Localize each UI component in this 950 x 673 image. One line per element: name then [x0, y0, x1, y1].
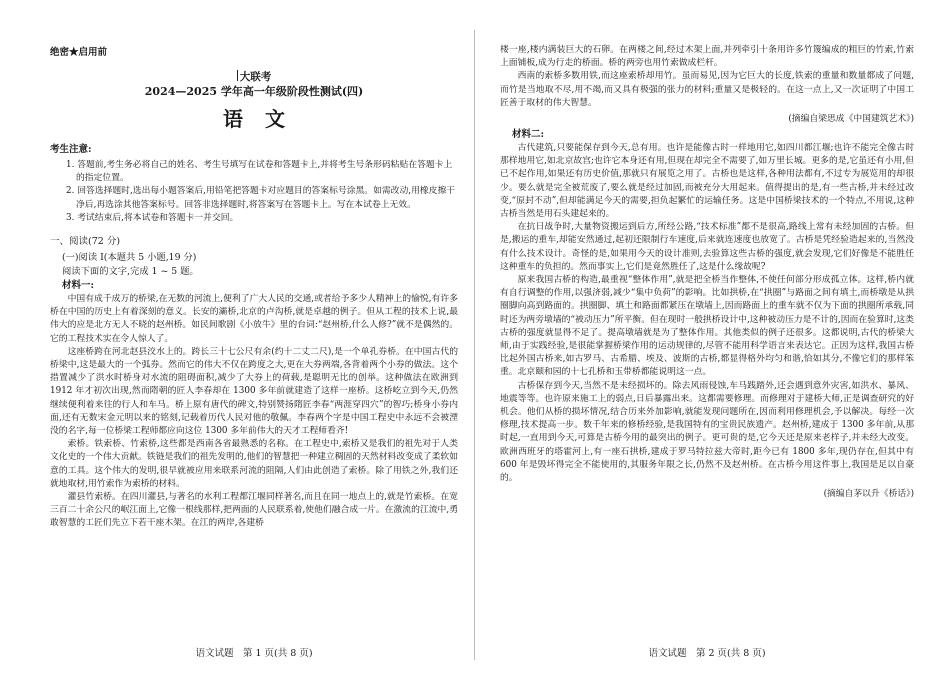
material2-title: 材料二: [512, 129, 545, 141]
paragraph: 灌县竹索桥。在四川灌县,与著名的水利工程都江堰同样著名,而且在同一地点上的,就是竹索桥。在宽三百二十余公尺的岷江面上,它像一根线那样,把两面的人民联系着,使他们融合成一片。在激流的江流中,勇敢智慧的工匠们先立下若干座木架。在江的两岸,各建桥 [50, 492, 458, 529]
page-divider [474, 30, 475, 660]
left-page [0, 0, 474, 673]
source-citation: (摘编自梁思成《中国建筑艺术》) [788, 114, 914, 125]
subsection-heading: (一)阅读 Ⅰ(本题共 5 小题,19 分) [62, 252, 197, 264]
paragraph: 古桥保存到今天,当然不是未经损坏的。除去风雨侵蚀,车马践踏外,还会遇到意外灾害,如洪水、暴风、地震等等。也许原来施工上的弱点,日后暴露出来。这都需要修理。而修理对于建桥大师,正是调查研究的好机会。他们从桥的损坏情况,结合历来外加影响,就能发现问题所在,因而利用修理机会,予以解决。每经一次修理,技术提高一步。数千年来的修桥经验,是我国特有的宝贵民族遗产。赵州桥,建成于 1300 多年前,从那时起,一直用到今天,可算是古桥今用的最突出的例子。更可贵的是,它今天还是原来老样子,并未经大改变。欧洲西班牙的塔霍河上,有一座石拱桥,建成于罗马特拉兹大帝时,距今已有 1800 多年,现仍存在,但其中有 600 年是毁坏得完全不能使用的,其服务年限之长,仍然不及赵州桥。在古桥今用这件事上,我国是足以自豪的。 [500, 380, 914, 484]
subject-title: 语文 [223, 107, 307, 131]
paragraph: 楼一座,楼内满装巨大的石卵。在两楼之间,经过木架上面,并列牵引十条用许多竹篾编成的粗巨的竹索,竹索上面铺板,成为行走的桥面。桥的两旁也用竹索做成栏杆。 [500, 45, 914, 69]
exam-org-text: 大联考 [239, 71, 272, 83]
section-heading: 一、阅读(72 分) [50, 236, 121, 248]
org-logo-bar [237, 70, 238, 81]
exam-name: 2024—2025 学年高一年级阶段性测试(四) [144, 85, 364, 98]
paragraph: 原来我国古桥的构造,最重视“整体作用”,就是把全桥当作整体,不使任何部分形成孤立体。这样,桥内就有自行调整的作用,以强济弱,减少“集中负荷”的影响。比如拱桥,在“拱圈”与路面之间有填土,而桥墩是从拱圈脚向高到路面的。拱圈脚、填土和路面都紧压在墩墙上,因而路面上的重车就不仅为下面的拱圈所承载,同时还为两旁墩墙的“被动压力”所平衡。但在现时一般拱桥设计中,这种被动压力是不计的,因而在验算时,这类古桥的强度就显得不足了。提高墩墙就是为了整体作用。其他类似的例子还很多。这都说明,古代的桥梁大师,由于实践经验,是很能掌握桥梁作用的运动规律的,尽管不能用科学语言来表达它。正因为这样,我国古桥比起外国古桥来,如古罗马、古希腊、埃及、波斯的古桥,都显得格外均匀和谐,恰如其分,不像它们的那样笨重。北京颐和园的十七孔桥和玉带桥都能说明这一点。 [500, 275, 914, 378]
source-citation: (摘编自茅以升《桥话》) [823, 489, 914, 500]
paragraph: 古代建筑,只要能保存到今天,总有用。也许是能像古时一样地用它,如四川都江堰;也许不能完全像古时那样地用它,如北京故宫;也许它本身还有用,但现在却完全不需要了,如万里长城。更多的是,它虽还有小用,但已不起作用,如果还有历史价值,那就只有展览之用了。古桥也是这样,各种用法都有,不过专为展览用的却很少。要么就是完全被荒废了,要么就是经过加固,而被充分大用起来。值得提出的是,有一些古桥,并未经过改变,“原封不动”,但却能满足今天的需要,担负起繁忙的运输任务。这是中国桥梁技术的一个特点,不用说,这种古桥当然是用石头建起来的。 [500, 143, 914, 220]
exam-org [50, 70, 458, 84]
notice-item: 3. 考试结束后,将本试卷和答题卡一并交回。 [66, 212, 239, 223]
secret-label: 绝密★启用前 [50, 47, 108, 58]
paragraph: 中国有成千成万的桥梁,在无数的河流上,便利了广大人民的交通,或者给予多少人精神上的愉悦,有许多桥在中国的历史上有着深刻的意义。长安的灞桥,北京的卢沟桥,就是卓越的例子。但从工程的技术上说,最伟大的应是北方无人不晓的赵州桥。如民间歌剧《小放牛》里的台词:“赵州桥,什么人修?”就不是偶然的。它的工程技术实在令人惊人了。 [50, 294, 458, 344]
paragraph: 在抗日战争时,大量物资搬运到后方,所经公路,“技术标准”都不是很高,路线上常有未经加固的古桥。但是,搬运的重车,却能安然通过,起初还限制行车速度,后来就连速度也放宽了。古桥是凭经验造起来的,当然没有什么技术设计。奇怪的是,如果用今天的设计准则,去验算这些古桥的强度,就会发现,它们好像是不能胜任这种重车的负担的。然而事实上,它们是竟然胜任了,这是什么缘故呢? [500, 222, 914, 272]
paragraph: 西南的索桥多数用铁,而这座索桥却用竹。虽而易见,因为它巨大的长度,铁索的重量和数量都成了问题,而竹是当地取不尽,用不竭,而又具有极强的张力的材料;重量又是极轻的。在这一点上,又一次证明了中国工匠善于取材的伟大智慧。 [500, 71, 914, 108]
page-footer: 语文试题 第 1 页(共 8 页) [195, 648, 313, 659]
instruction: 阅读下面的文字,完成 1 ~ 5 题。 [62, 266, 199, 278]
notice-item: 1. 答题前,考生务必将自己的姓名、考生号填写在试卷和答题卡上,并将考生号条形码粘贴在答题卡上的指定位置。 [66, 160, 453, 184]
paragraph: 索桥。铁索桥、竹索桥,这些都是西南各省最熟悉的名称。在工程史中,索桥又是我们的祖先对于人类文化史的一个伟大贡献。铁链是我们的祖先发明的,他们的智慧把一种建立稠固的天然材料改变成了柔软如意的工具。这个伟大的发明,很早就被应用来联系河流的阻隔,人们由此创造了索桥。除了用铁之外,我们还就地取材,用竹索作为索桥的材料。 [50, 439, 458, 489]
right-page [476, 0, 950, 673]
paragraph: 这座桥跨在河北赵县洨水上的。跨长三十七公尺有余(约十二丈二尺),是一个单孔券桥。在中国古代的桥梁中,这是最大的一个弧券。然而它的伟大不仅在跨度之大,更在大券两端,各背着两个小券的做法。这个措置减少了洪水时桥身对水流的阻碍面积,减少了大券上的荷载,是聪明无比的创举。这种做法在欧洲到 1912 年才初次出现,然而隋朝的匠人李春却在 1300 多年前就建造了这样一座桥。这桥屹立到今天,仍然继续便利着来往的行人和车马。桥上原有唐代的碑文,特别赞扬隋匠李春“两涯穿四穴”的智巧;桥身小券内面,还有无数宋金元明以来的铭刻,记载着历代人民对他的敬佩。李春两个字是中国工程史中永远不会被湮没的名字,每一位桥梁工程师都应向这位 1300 多年前伟大的天才工程师看齐! [50, 346, 458, 437]
notice-title: 考生注意: [50, 144, 92, 155]
notice-item: 2. 回答选择题时,选出每小题答案后,用铅笔把答题卡对应题目的答案标号涂黑。如需改动,用橡皮擦干净后,再选涂其他答案标号。回答非选择题时,将答案写在答题卡上。写在本试卷上无效。 [66, 186, 456, 210]
page-footer: 语文试题 第 2 页(共 8 页) [648, 648, 766, 659]
material1-title: 材料一: [62, 280, 95, 292]
